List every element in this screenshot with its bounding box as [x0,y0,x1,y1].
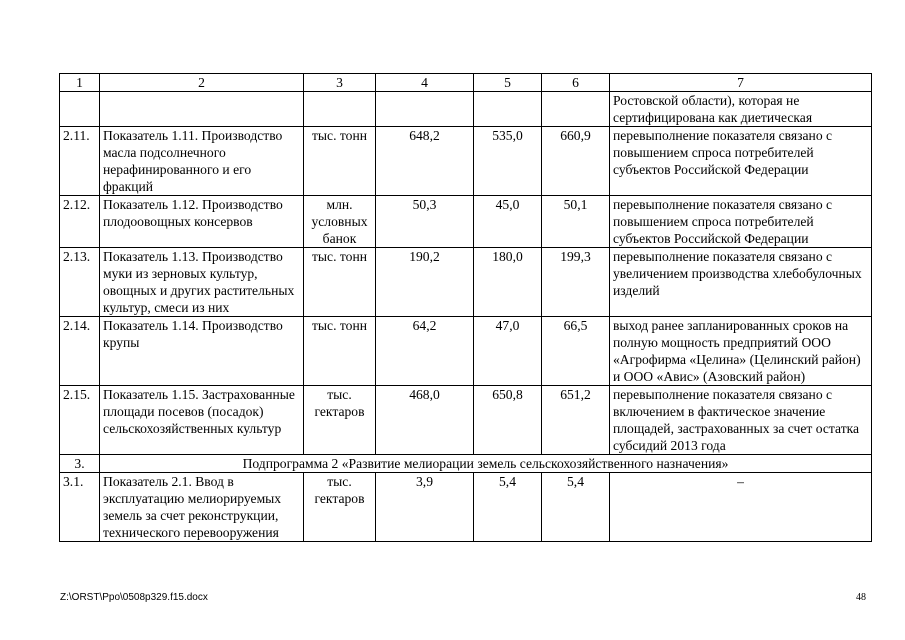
value-cell: 660,9 [542,127,610,196]
value-cell: 50,1 [542,196,610,248]
value-cell: 650,8 [474,386,542,455]
header-cell: 7 [610,74,872,92]
unit-cell: тыс. тонн [304,248,376,317]
value-cell: 3,9 [376,473,474,542]
report-table [59,73,872,542]
num-cell: 2.15. [60,386,100,455]
value-cell: 190,2 [376,248,474,317]
num-cell [60,92,100,127]
value-cell: 5,4 [542,473,610,542]
header-cell: 6 [542,74,610,92]
unit-cell: тыс. тонн [304,127,376,196]
num-cell: 2.14. [60,317,100,386]
section-row [60,455,872,473]
table-row [60,248,872,317]
note-cell: перевыполнение показателя связано с повышением спроса потребителей субъектов Российской Федерации [610,196,872,248]
unit-cell: тыс. гектаров [304,386,376,455]
table-row [60,473,872,542]
name-cell: Показатель 1.15. Застрахованные площади посевов (посадок) сельскохозяйственных культур [100,386,304,455]
header-cell: 1 [60,74,100,92]
table-row [60,317,872,386]
table-row [60,127,872,196]
header-cell: 3 [304,74,376,92]
name-cell: Показатель 1.13. Производство муки из зерновых культур, овощных и других растительных культур, смеси из них [100,248,304,317]
note-cell: – [610,473,872,542]
value-cell: 45,0 [474,196,542,248]
table-row [60,196,872,248]
header-cell: 4 [376,74,474,92]
value-cell: 64,2 [376,317,474,386]
num-cell: 2.13. [60,248,100,317]
num-cell: 2.12. [60,196,100,248]
note-cell: Ростовской области), которая не сертифицирована как диетическая [610,92,872,127]
value-cell [474,92,542,127]
name-cell: Показатель 1.12. Производство плодоовощных консервов [100,196,304,248]
value-cell: 47,0 [474,317,542,386]
footer-file-path: Z:\ORST\Ppo\0508p329.f15.docx [60,592,208,603]
value-cell [542,92,610,127]
name-cell: Показатель 1.11. Производство масла подсолнечного нерафинированного и его фракций [100,127,304,196]
unit-cell [304,92,376,127]
value-cell: 180,0 [474,248,542,317]
name-cell: Показатель 2.1. Ввод в эксплуатацию мелиорируемых земель за счет реконструкции, технического перевооружения [100,473,304,542]
table-row [60,386,872,455]
unit-cell: млн. условных банок [304,196,376,248]
page-number: 48 [856,592,866,603]
value-cell: 535,0 [474,127,542,196]
name-cell: Показатель 1.14. Производство крупы [100,317,304,386]
value-cell: 199,3 [542,248,610,317]
value-cell: 468,0 [376,386,474,455]
header-cell: 2 [100,74,304,92]
note-cell: перевыполнение показателя связано с повышением спроса потребителей субъектов Российской Федерации [610,127,872,196]
name-cell [100,92,304,127]
value-cell [376,92,474,127]
value-cell: 66,5 [542,317,610,386]
note-cell: перевыполнение показателя связано с включением в фактическое значение площадей, застрахованных за счет остатка субсидий 2013 года [610,386,872,455]
num-cell: 2.11. [60,127,100,196]
value-cell: 648,2 [376,127,474,196]
value-cell: 50,3 [376,196,474,248]
unit-cell: тыс. тонн [304,317,376,386]
value-cell: 651,2 [542,386,610,455]
continuation-row [60,92,872,127]
num-cell: 3.1. [60,473,100,542]
section-title-cell: Подпрограмма 2 «Развитие мелиорации земель сельскохозяйственного назначения» [100,455,872,473]
note-cell: выход ранее запланированных сроков на полную мощность предприятий ООО «Агрофирма «Целина» (Целинский район) и ООО «Авис» (Азовский район) [610,317,872,386]
header-cell: 5 [474,74,542,92]
note-cell: перевыполнение показателя связано с увеличением производства хлебобулочных изделий [610,248,872,317]
value-cell: 5,4 [474,473,542,542]
section-num-cell: 3. [60,455,100,473]
header-row [60,74,872,92]
unit-cell: тыс. гектаров [304,473,376,542]
